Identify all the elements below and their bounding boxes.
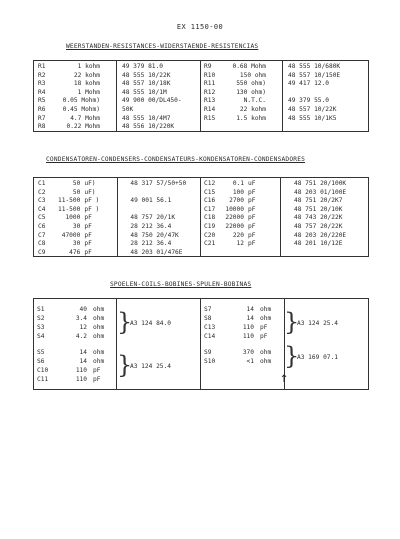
component-unit: ohm [93,333,105,340]
spacer [102,106,120,115]
spacer [268,80,286,89]
component-value: 1 kohm [77,63,100,70]
component-value: 11-500 [58,205,81,213]
part-number: 48 203 20/220E [294,231,347,239]
component-unit: pF [248,197,256,205]
spacer [270,232,292,241]
component-value: 50 [72,180,81,187]
part-number: 48 557 10/22K [288,105,337,113]
spacer [106,189,128,198]
ref-designator: R10 [204,71,216,79]
part-number: 48 556 10/220K [122,123,175,131]
spacer [102,115,120,124]
group-brace: } [117,308,133,336]
ref-designator: C12 [204,180,216,187]
component-unit: ohm [260,315,272,322]
component-value: 1 Mohm [77,88,100,96]
component-value: 22000 [225,214,244,222]
ref-designator: R8 [38,123,46,131]
table-row [36,223,210,232]
part-number: 48 751 20/2K7 [294,197,343,205]
part-number: 49 900 00/DL450- [122,97,182,105]
spacer [106,232,128,241]
table-row [36,63,202,72]
component-unit: pF ) [84,205,100,213]
ref-designator: R9 [204,63,212,70]
part-number: 48 557 10/18K [122,80,171,88]
resistors-left-table [36,63,202,132]
component-value: 0.45 Mohm) [62,105,100,113]
ref-designator: S6 [37,358,45,365]
ref-designator: S10 [204,358,216,365]
spacer [106,249,128,258]
part-number: 49 379 55.0 [288,97,329,105]
table-row [36,180,210,189]
resistors-right-table [202,63,368,123]
table-row [202,115,368,124]
spacer [102,63,120,72]
component-value: 100 [232,188,244,196]
component-unit: uF) [84,180,96,187]
component-unit: pF [84,248,92,256]
spacer [268,89,286,98]
component-value: 550 ohm) [236,80,266,88]
ref-designator: S5 [37,349,45,356]
capacitors-heading: CONDENSATOREN-CONDENSERS-CONDENSATEURS-KONDENSATOREN-CONDENSADORES [46,156,306,163]
ref-designator: C4 [38,205,46,213]
part-number: 48 203 01/476E [130,248,183,256]
ref-designator: C1 [38,180,46,187]
handwritten-arrow-mark: ↑ [280,370,289,386]
component-value: 50 [72,188,81,196]
component-value: 30 [72,240,81,248]
component-value: 11-500 [58,197,81,205]
table-row [36,189,210,198]
component-value: 14 [79,349,87,356]
component-unit: pF [260,324,268,331]
table-row [36,206,210,215]
component-unit: pF [84,240,92,248]
ref-designator: C10 [37,367,49,374]
component-value: 22 kohm [239,105,266,113]
component-value: 18 kohm [73,80,100,88]
table-row [202,189,374,198]
spacer [270,214,292,223]
table-row [36,197,210,206]
table-row [36,123,202,132]
part-number: 48 201 10/12E [294,240,343,248]
component-unit: pF [93,367,101,374]
table-row [202,223,374,232]
component-value: N.T.C. [243,97,266,105]
spacer [268,97,286,106]
part-number: 48 743 20/22K [294,214,343,222]
component-value: 4.7 Mohm [70,114,100,122]
table-row [202,97,368,106]
component-unit: pF [248,222,256,230]
component-unit: ohm [93,315,105,322]
component-unit: pF [248,205,256,213]
spacer [268,115,286,124]
group-brace: } [117,351,133,379]
component-value: 30 [72,222,81,230]
ref-designator: R6 [38,105,46,113]
table-row [202,206,374,215]
ref-designator: C6 [38,222,46,230]
component-value: 110 [242,324,254,331]
part-number: 28 212 36.4 [130,222,172,230]
spacer [270,180,292,189]
ref-designator: R14 [204,105,216,113]
ref-designator: R3 [38,80,46,88]
component-unit: pF [84,214,92,222]
component-unit: pF [248,214,256,222]
component-value: 22 kohm [73,71,100,79]
ref-designator: C21 [204,240,216,248]
spacer [102,97,120,106]
group-brace: } [284,342,300,370]
spacer [270,206,292,215]
component-unit: ohm [260,349,272,356]
component-value: 10000 [225,205,244,213]
component-unit: pF [84,222,92,230]
ref-designator: C9 [38,248,46,256]
component-value: 14 [79,358,87,365]
component-unit: uF) [84,188,96,196]
spacer [268,63,286,72]
part-number: 48 555 10/680K [288,63,341,70]
part-number: 50K [122,105,134,113]
component-unit: ohm [93,324,105,331]
part-number [128,206,210,215]
spacer [270,223,292,232]
ref-designator: C15 [204,188,216,196]
component-unit: pF [248,240,256,248]
table-row [202,80,368,89]
component-unit: uF [248,180,256,187]
part-number: A3 124 84.0 [130,319,171,327]
component-value: 12 [236,240,244,248]
component-value: 40 [79,306,87,313]
table-row [202,232,374,241]
table-row [202,180,374,189]
ref-designator: R5 [38,97,46,105]
component-value: 130 ohm) [236,88,266,96]
spacer [102,89,120,98]
ref-designator: S1 [37,306,45,313]
part-number: 48 555 10/4M7 [122,114,171,122]
table-row [36,214,210,223]
table-row [36,89,202,98]
table-row [202,89,368,98]
spacer [106,180,128,189]
spacer [268,72,286,81]
ref-designator: C17 [204,205,216,213]
ref-designator: C16 [204,197,216,205]
spacer [106,214,128,223]
spacer [106,223,128,232]
part-number: 49 417 12.0 [288,80,329,88]
component-value: 12 [79,324,87,331]
part-number: 48 557 10/150E [288,71,341,79]
component-value: 47000 [61,231,81,239]
spacer [106,197,128,206]
table-row [36,240,210,249]
component-unit: ohm [93,306,105,313]
ref-designator: S8 [204,315,212,322]
component-value: 1000 [65,214,81,222]
component-value: 150 ohm [239,71,266,79]
part-number: A3 169 07.1 [297,353,338,361]
component-value: 0.1 [232,180,244,187]
component-unit: pF [248,231,256,239]
ref-designator: S7 [204,306,212,313]
part-number: 28 212 36.4 [130,240,172,248]
component-value: 0.22 Mohm [66,123,100,131]
ref-designator: R1 [38,63,46,70]
ref-designator: R13 [204,97,216,105]
document-id: EX 1150-00 [176,23,224,31]
ref-designator: R7 [38,114,46,122]
component-value: 0.05 Mohm) [62,97,100,105]
component-value: <1 [246,358,254,365]
ref-designator: R2 [38,71,46,79]
part-number: 48 757 20/22K [294,222,343,230]
component-unit: ohm [93,349,105,356]
ref-designator: C18 [204,214,216,222]
ref-designator: C11 [37,376,49,383]
ref-designator: C20 [204,231,216,239]
ref-designator: R12 [204,88,216,96]
ref-designator: C8 [38,240,46,248]
part-number: 48 757 20/1K [130,214,176,222]
table-row [36,72,202,81]
ref-designator: C13 [204,324,216,331]
table-row [36,97,202,106]
ref-designator: C5 [38,214,46,222]
component-value: 1.5 kohm [236,114,266,122]
table-row [36,115,202,124]
coils-heading: SPOELEN-COILS-BOBINES-SPULEN-BOBINAS [110,281,252,288]
table-row [36,232,210,241]
ref-designator: R15 [204,114,216,122]
part-number: 48 555 10/1K5 [288,114,337,122]
part-number: 49 001 56.1 [130,197,172,205]
ref-designator: C7 [38,231,46,239]
component-value: 110 [75,367,87,374]
spacer [102,72,120,81]
spacer [270,189,292,198]
ref-designator: S3 [37,324,45,331]
part-number: 48 555 10/22K [122,71,171,79]
ref-designator: C2 [38,188,46,196]
component-unit: pF [260,333,268,340]
part-number [286,89,368,98]
capacitors-left-table [36,180,210,257]
component-value: 370 [242,349,254,356]
component-unit: ohm [260,306,272,313]
spacer [102,123,120,132]
group-brace: } [284,308,300,336]
component-value: 2700 [229,197,244,205]
component-value: 22000 [225,222,244,230]
component-value: 14 [246,315,254,322]
table-row [36,80,202,89]
part-number: 49 379 81.0 [122,63,163,70]
component-unit: pF ) [84,197,100,205]
component-value: 14 [246,306,254,313]
table-row [202,197,374,206]
part-number: 48 751 20/10K [294,205,343,213]
component-value: 220 [232,231,244,239]
ref-designator: C19 [204,222,216,230]
component-value: 3.4 [75,315,87,322]
spacer [106,240,128,249]
component-unit: pF [84,231,92,239]
table-row [202,106,368,115]
spacer [268,106,286,115]
spacer [102,80,120,89]
part-number [128,189,210,198]
ref-designator: S2 [37,315,45,322]
component-value: 110 [242,333,254,340]
component-unit: ohm [93,358,105,365]
part-number: 48 750 20/47K [130,231,179,239]
spacer [270,240,292,249]
part-number: A3 124 25.4 [130,362,171,370]
table-row [36,249,210,258]
component-unit: pF [248,188,256,196]
ref-designator: S4 [37,333,45,340]
component-value: 4.2 [75,333,87,340]
part-number: A3 124 25.4 [297,319,338,327]
ref-designator: C3 [38,197,46,205]
table-row [202,63,368,72]
table-row [202,214,374,223]
table-row [202,240,374,249]
ref-designator: R11 [204,80,216,88]
part-number: 48 317 57/50+50 [130,180,187,187]
part-number: 48 555 10/1M [122,88,167,96]
component-unit: pF [93,376,101,383]
table-row [36,106,202,115]
spacer [106,206,128,215]
ref-designator: R4 [38,88,46,96]
component-value: 476 [69,248,81,256]
resistors-heading: WEERSTANDEN-RESISTANCES-WIDERSTAENDE-RESISTENCIAS [66,43,259,50]
part-number: 48 751 20/100K [294,180,347,187]
part-number: 48 203 01/100E [294,188,347,196]
component-unit: ohm [260,358,272,365]
spacer [270,197,292,206]
capacitors-right-table [202,180,374,249]
table-row [202,72,368,81]
component-value: 110 [75,376,87,383]
ref-designator: C14 [204,333,216,340]
ref-designator: S9 [204,349,212,356]
component-value: 0.68 Mohm [232,63,266,70]
